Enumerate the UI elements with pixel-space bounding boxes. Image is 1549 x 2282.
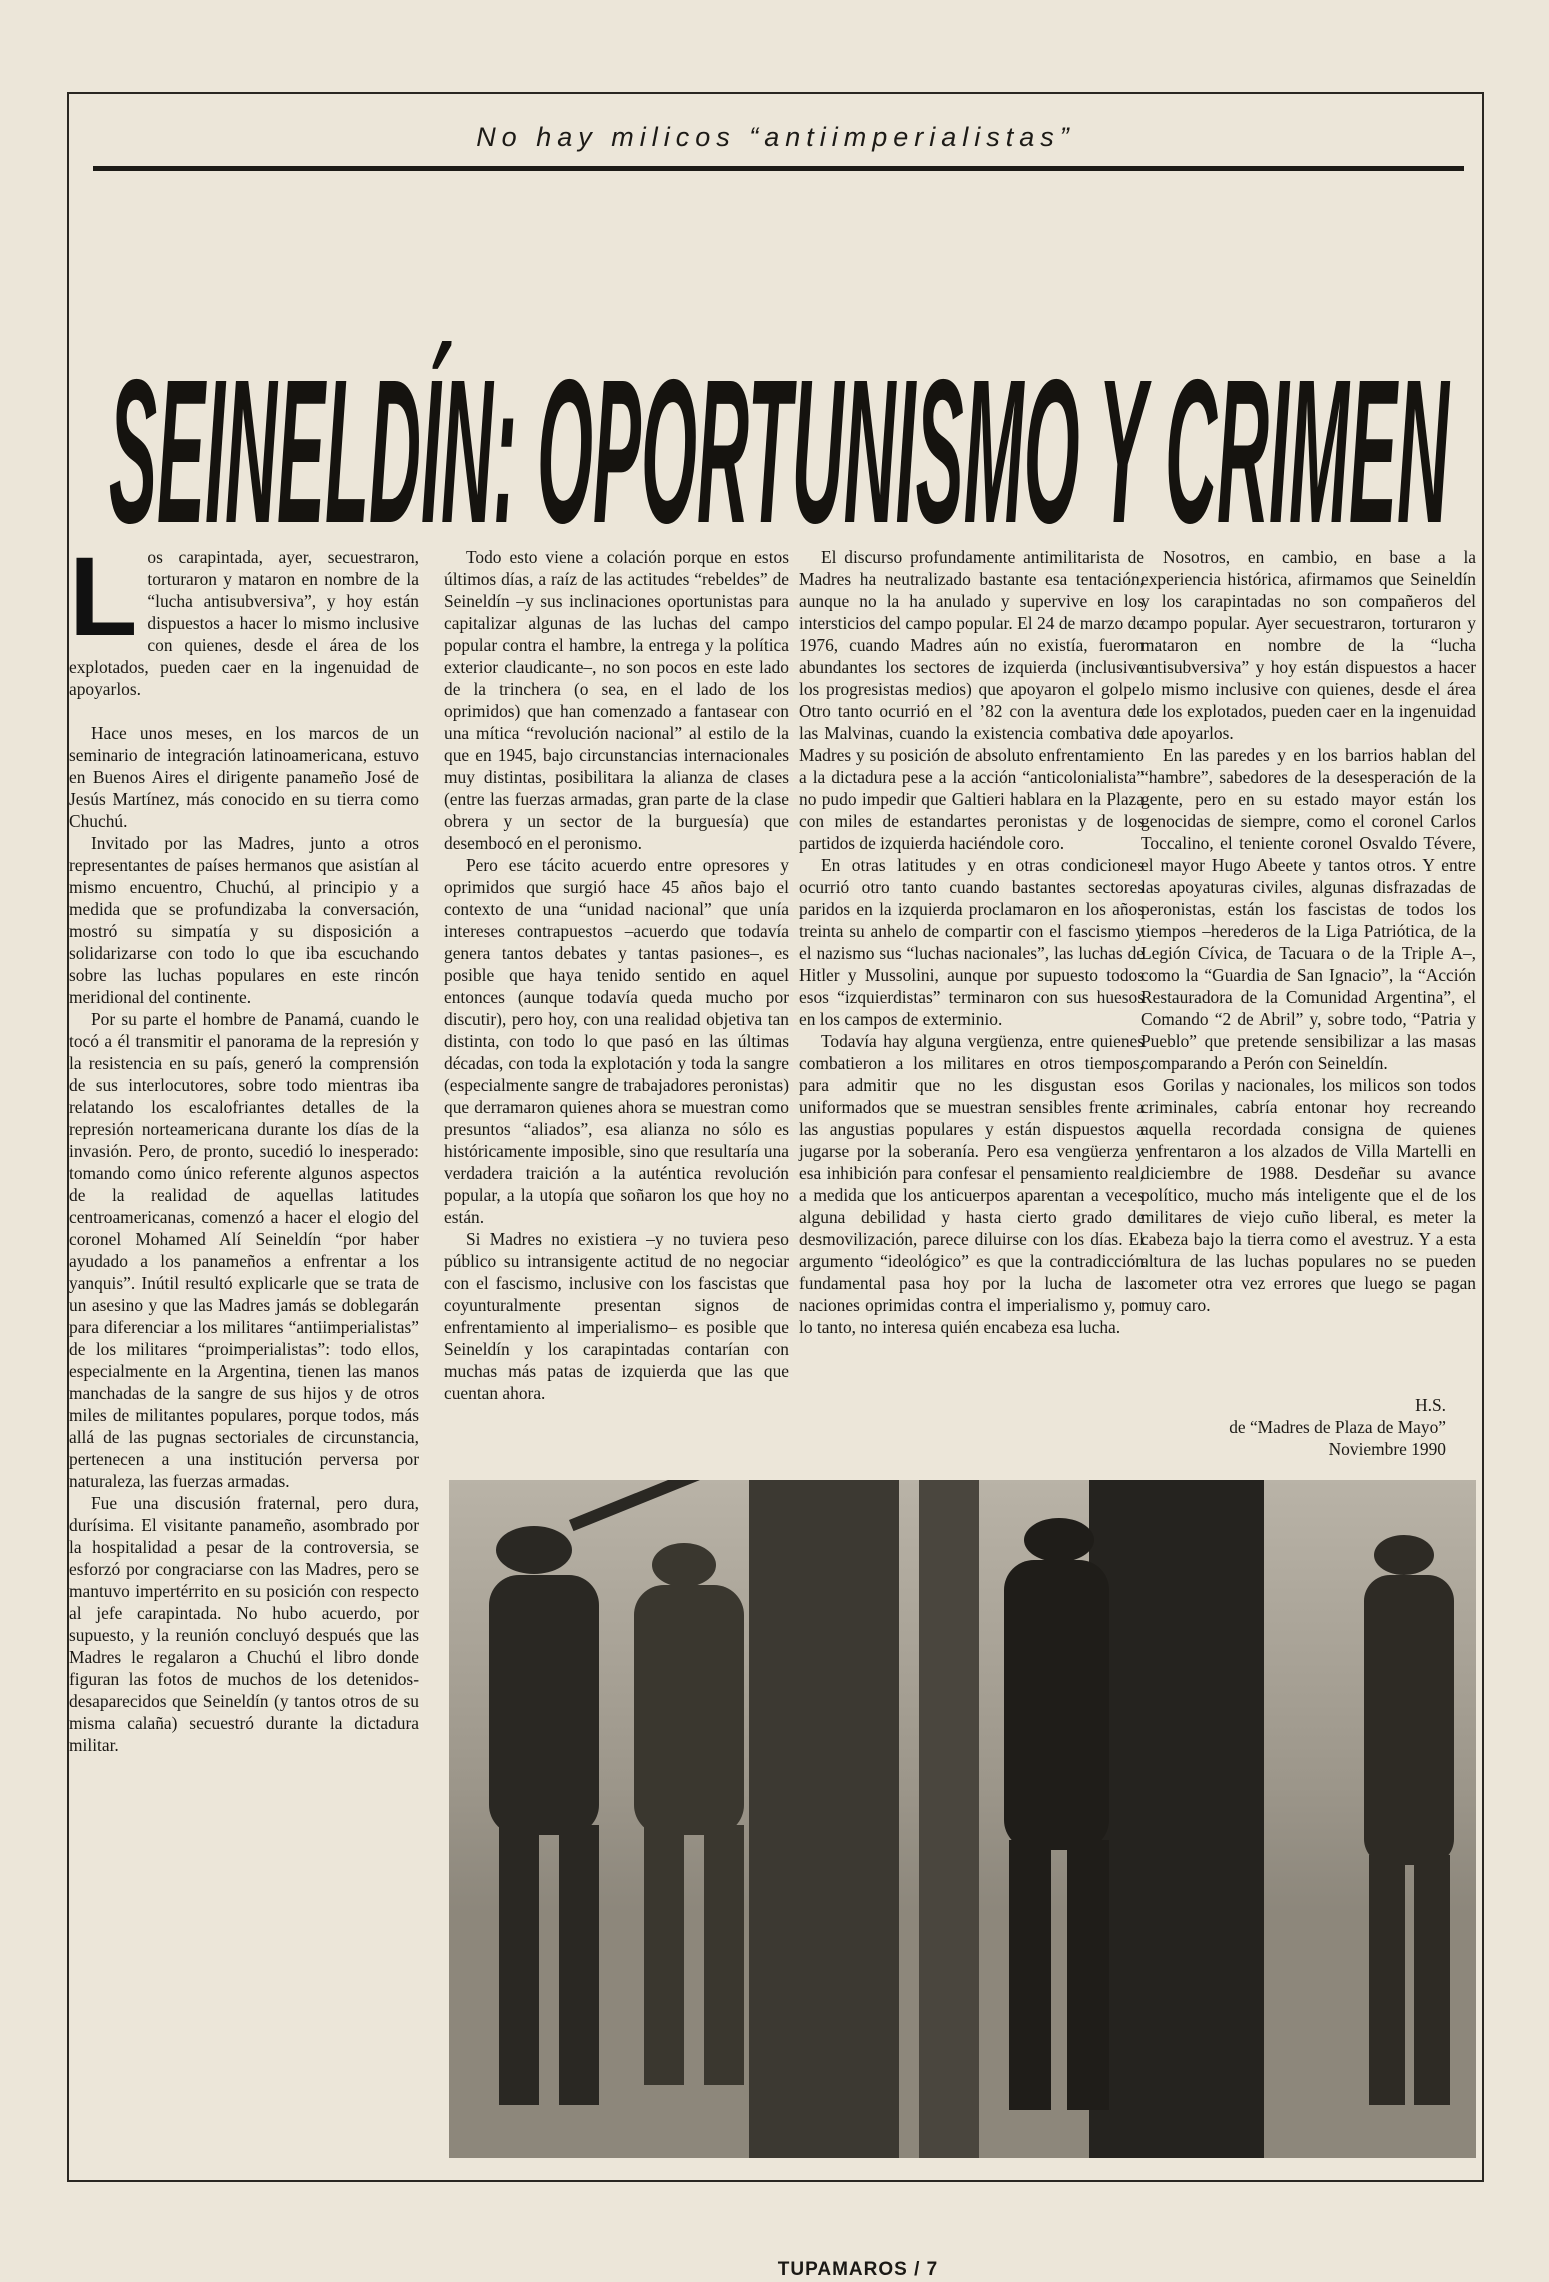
signature-organization: de “Madres de Plaza de Mayo” — [1229, 1417, 1446, 1437]
tree-trunk — [749, 1480, 899, 2158]
article-paragraph: Invitado por las Madres, junto a otros representantes de países hermanos que asistían al mismo encuentro, Chuchú, al principio y a medida que se profundizaba la conversación, mostró su simpatía y su disposición a solidarizarse con todo lo que iba escuchando sobre las luchas populares en este rincón meridional del continente. — [69, 833, 419, 1007]
kicker-title: No hay milicos “antiimperialistas” — [476, 122, 1075, 152]
article-paragraph: Por su parte el hombre de Panamá, cuando le tocó a él transmitir el panorama de la represión y la resistencia en su país, generó la comprensión de sus interlocutores, sobre todo mientras iba relatando los escalofriantes detalles de la represión norteamericana durante los días de la invasión. Pero, de pronto, sucedió lo inesperado: tomando como único referente algunos aspectos de la realidad de aquellas latitudes centroamericanas, comenzó a hacer el elogio del coronel Mohamed Alí Seineldín “por haber ayudado a los panameños a enfrentar a los yanquis”. Inútil resultó explicarle que se trata de un asesino y que las Madres jamás se doblegarán para diferenciar a los militares “antiimperialistas” de los militares “proimperialistas”: todo ellos, especialmente en la Argentina, tienen las manos manchadas de la sangre de sus hijos y de otros miles de militantes populares, porque todos, más allá de las pugnas sectoriales de circunstancia, pertenecen a una institución perversa por naturaleza, las fuerzas armadas. — [69, 1009, 419, 1491]
signature-initials: H.S. — [1415, 1395, 1446, 1415]
signature-date: Noviembre 1990 — [1328, 1439, 1446, 1459]
article-column-2 — [444, 546, 789, 1404]
article-paragraph: Hace unos meses, en los marcos de un seminario de integración latinoamericana, estuvo en Buenos Aires el dirigente panameño José de Jesús Martínez, más conocido en su tierra como Chuchú. — [69, 723, 419, 831]
headline-text: SEINELDÍN: OPORTUNISMO Y CRIMEN — [109, 337, 1451, 566]
article-paragraph: Todavía hay alguna vergüenza, entre quienes combatieron a los militares en otros tiempos, para admitir que no les disgustan esos uniformados que se muestran sensibles frente a las angustias populares y están dispuestos a jugarse por la soberanía. Pero esa vengüerza y esa inhibición para confesar el pensamiento real, a medida que los anticuerpos aparentan a veces alguna debilidad y hasta cierto grado de desmovilización, parece diluirse con los días. El argumento “ideológico” es que la contradicción fundamental pasa hoy por la lucha de las naciones oprimidas contra el imperialismo y, por lo tanto, no interesa quién encabeza esa lucha. — [799, 1031, 1144, 1337]
drop-cap: L — [69, 534, 138, 659]
article-paragraph: En las paredes y en los barrios hablan del “hambre”, sabedores de la desesperación de la gente, pero en su estado mayor están los genocidas de siempre, como el coronel Carlos Toccalino, el teniente coronel Osvaldo Tévere, el mayor Hugo Abeete y tantos otros. Y entre las apoyaturas civiles, algunas disfrazadas de peronistas, están los fascistas de todos los tiempos –herederos de la Liga Patriótica, de la Legión Cívica, de Tacuara o de la Triple A–, como la “Guardia de San Ignacio”, la “Acción Restauradora de la Comunidad Argentina”, el Comando “2 de Abril” y, sobre todo, “Patria y Pueblo” que pretende sensibilizar a las masas comparando a Perón con Seineldín. — [1141, 745, 1476, 1073]
newspaper-page — [67, 92, 1484, 2280]
article-paragraph: Fue una discusión fraternal, pero dura, durísima. El visitante panameño, asombrado por la hospitalidad a pesar de la controversia, se esforzó por congraciarse con las Madres, pero se mantuvo impertérrito en su posición con respecto al jefe carapintada. No hubo acuerdo, por supuesto, y la reunión concluyó después que las Madres le regalaron a Chuchú el libro donde figuran las fotos de muchos de los detenidos-desaparecidos que Seineldín (y tantos otros de su misma calaña) secuestró durante la dictadura militar. — [69, 1493, 419, 1755]
soldiers-photo — [449, 1480, 1476, 2158]
article-column-4 — [1141, 546, 1476, 1316]
headline — [99, 242, 1459, 582]
kicker-rule — [93, 166, 1464, 171]
article-paragraph: Si Madres no existiera –y no tuviera peso público su intransigente actitud de no negociar con el fascismo, inclusive con los fascistas que coyunturalmente presentan signos de enfrentamiento al imperialismo– es posible que Seineldín y los carapintadas contarían con muchas más patas de izquierda que las que cuentan ahora. — [444, 1229, 789, 1403]
page-footer: TUPAMAROS / 7 — [680, 2258, 1036, 2282]
tree-trunk — [919, 1480, 979, 2158]
article-paragraph: Pero ese tácito acuerdo entre opresores y oprimidos que surgió hace 45 años bajo el contexto de una “unidad nacional” que unía intereses contrapuestos –acuerdo que todavía genera tantos debates y tantas pasiones–, es posible que haya tenido sentido en aquel entonces (aunque todavía queda mucho por discutir), pero hoy, con una realidad objetiva tan distinta, con todo lo que pasó en las últimas décadas, con toda la explotación y toda la sangre (especialmente sangre de trabajadores peronistas) que derramaron quienes ahora se muestran como presuntos “aliados”, esa alianza no sólo es históricamente imposible, sino que resultaría una verdadera traición a la auténtica revolución popular, a la utopía que soñaron los que hoy no están. — [444, 855, 789, 1227]
article-paragraph: El discurso profundamente antimilitarista de Madres ha neutralizado bastante esa tentación, aunque no la ha anulado y supervive en los intersticios del campo popular. El 24 de marzo de 1976, cuando Madres aún no existía, fueron abundantes los sectores de izquierda (inclusive los progresistas medios) que apoyaron el golpe. Otro tanto ocurrió en el ’82 con la aventura de las Malvinas, cuando la existencia combativa de Madres y su posición de absoluto enfrentamiento a la dictadura pese a la acción “anticolonialista” no pudo impedir que Galtieri hablara en la Plaza con miles de estandartes peronistas y de los partidos de izquierda haciéndole coro. — [799, 547, 1144, 853]
article-paragraph: Todo esto viene a colación porque en estos últimos días, a raíz de las actitudes “rebeldes” de Seineldín –y sus inclinaciones oportunistas para capitalizar algunas de las luchas del campo popular contra el hambre, la entrega y la política exterior claudicante–, no son pocos en este lado de la trinchera (o sea, en el lado de los oprimidos) que han comenzado a fantasear con una mítica “revolución nacional” al estilo de la que en 1945, bajo circunstancias internacionales muy distintas, posibilitara la alianza de clases (entre las fuerzas armadas, gran parte de la clase obrera y un sector de la burguesía) que desembocó en el peronismo. — [444, 547, 789, 853]
article-column-3 — [799, 546, 1144, 1338]
article-column-1 — [69, 534, 419, 1756]
article-paragraph: os carapintada, ayer, secuestraron, torturaron y mataron en nombre de la “lucha antisubversiva”, y hoy están dispuestos a hacer lo mismo inclusive con quienes, desde el área de los explotados, pueden caer en la ingenuidad de apoyarlos. — [69, 547, 419, 699]
article-paragraph: En otras latitudes y en otras condiciones ocurrió otro tanto cuando bastantes sectores paridos en la izquierda proclamaron en los años treinta su anhelo de compartir con el fascismo y el nazismo sus “luchas nacionales”, las luchas de Hitler y Mussolini, aunque por supuesto todos esos “izquierdistas” terminaron con sus huesos en los campos de exterminio. — [799, 855, 1144, 1029]
article-signature — [1141, 1394, 1446, 1460]
article-paragraph: Nosotros, en cambio, en base a la experiencia histórica, afirmamos que Seineldín y los carapintadas no son compañeros del campo popular. Ayer secuestraron, torturaron y mataron en nombre de la “lucha antisubversiva” y hoy están dispuestos a hacer lo mismo inclusive con quienes, desde el área de los explotados, pueden caer en la ingenuidad de apoyarlos. — [1141, 547, 1476, 743]
article-paragraph: Gorilas y nacionales, los milicos son todos criminales, cabría entonar hoy recreando aquella recordada consigna de quienes enfrentaron a los alzados de Villa Martelli en diciembre de 1988. Desdeñar su avance político, mucho más inteligente que el de los militares de viejo cuño liberal, es meter la cabeza bajo la tierra como el avestruz. Y a esta altura de las luchas populares no se pueden cometer otra vez errores que luego se pagan muy caro. — [1141, 1075, 1476, 1315]
tree-trunk — [1089, 1480, 1264, 2158]
